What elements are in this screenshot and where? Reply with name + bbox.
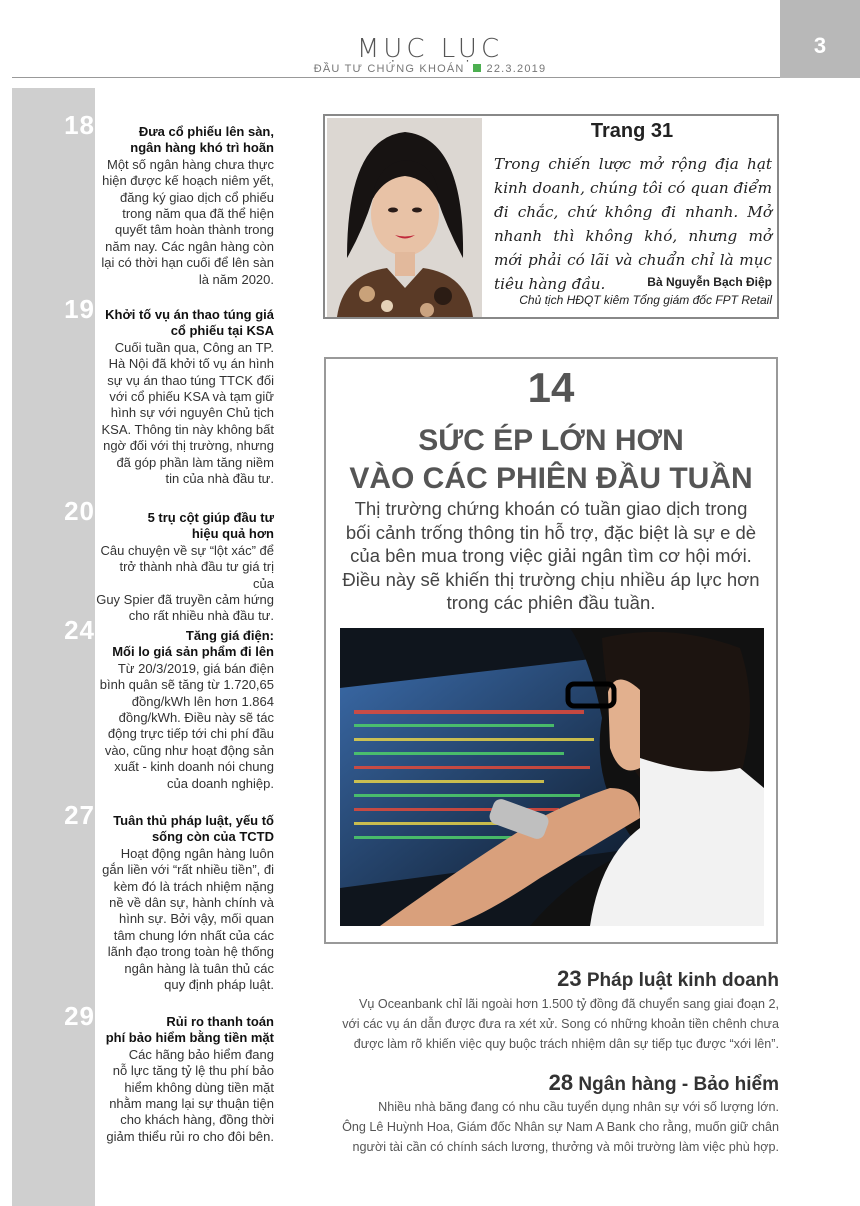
- toc-entry-title: Tuân thủ pháp luật, yếu tố sống còn của TCTD: [113, 813, 274, 845]
- toc-entry[interactable]: [96, 124, 274, 288]
- pull-quote-text: Trong chiến lược mở rộng địa hạt kinh doanh, chúng tôi có quan điểm đi chắc, chứ không đi nhanh. Mở nhanh thì không khó, nhưng mở mới phải có lãi và chuẩn chỉ là mục tiêu hàng đầu.: [494, 155, 772, 293]
- quote-page-reference: Trang 31: [590, 120, 674, 142]
- toc-page-number: 19: [64, 294, 95, 324]
- quote-author-role: Chủ tịch HĐQT kiêm Tổng giám đốc FPT Retail: [519, 293, 772, 307]
- toc-entry[interactable]: [96, 813, 274, 993]
- section-heading[interactable]: 23 Pháp luật kinh doanh: [557, 966, 779, 991]
- toc-entry-title: Rủi ro thanh toán phí bảo hiểm bằng tiền mặt: [105, 1014, 274, 1046]
- toc-entry-title: 5 trụ cột giúp đầu tư hiệu quả hơn: [147, 510, 274, 542]
- toc-entry-summary: Từ 20/3/2019, giá bán điện bình quân sẽ tăng từ 1.720,65 đồng/kWh lên hơn 1.864 đồng/kWh. Điều này sẽ tác động trực tiếp tới chi phí đầu vào, cũng như hoạt động sản xuất - kinh doanh nói chung của doanh nghiệp.: [99, 660, 274, 791]
- portrait-photo: [327, 118, 482, 317]
- publication-name: ĐẦU TƯ CHỨNG KHOÁN: [313, 63, 465, 75]
- toc-page-number: 27: [64, 800, 95, 830]
- quote-author: Bà Nguyễn Bạch Điệp: [647, 275, 772, 289]
- toc-entry-title: Tăng giá điện: Mối lo giá sản phẩm đi lên: [112, 628, 274, 660]
- green-square-icon: [473, 64, 481, 72]
- toc-entry-summary: Hoạt động ngân hàng luôn gắn liền với “rất nhiều tiền”, đi kèm đó là trách nhiệm nặng nề về dân sự, hành chính và hình sự. Bởi vậy, mối quan tâm chung lớn nhất của các lãnh đạo trong toàn hệ thống ngân hàng là tuân thủ các quy định pháp luật.: [102, 845, 274, 993]
- page-number-tab: 3: [780, 0, 860, 78]
- toc-entry[interactable]: [96, 510, 274, 625]
- issue-date: 22.3.2019: [486, 63, 547, 75]
- toc-entry-summary: Các hãng bảo hiểm đang nỗ lực tăng tỷ lệ thu phí bảo hiểm không dùng tiền mặt nhằm mang lại sự thuận tiện cho khách hàng, đồng thời giảm thiểu rủi ro cho đôi bên.: [106, 1046, 274, 1144]
- investor-watching-screen-photo: [340, 628, 764, 926]
- masthead-line: [0, 63, 860, 75]
- toc-entry-summary: Một số ngân hàng chưa thực hiện được kế hoạch niêm yết, đăng ký giao dịch cổ phiếu trong năm qua đã thể hiện quyết tâm hoàn thành trong năm nay. Các ngân hàng còn lại có thời hạn cuối để lên sàn là năm 2020.: [101, 156, 274, 287]
- toc-entry-title: Khởi tố vụ án thao túng giá cổ phiếu tại KSA: [105, 307, 274, 339]
- toc-page-number: 24: [64, 615, 95, 645]
- toc-page-number: 20: [64, 496, 95, 526]
- toc-entry[interactable]: [96, 307, 274, 487]
- feature-headline[interactable]: SỨC ÉP LỚN HƠN VÀO CÁC PHIÊN ĐẦU TUẦN: [349, 424, 753, 495]
- header-divider: [12, 77, 780, 78]
- page-title: MỤC LỤC: [356, 34, 504, 64]
- section-heading[interactable]: 28 Ngân hàng - Bảo hiểm: [548, 1070, 779, 1095]
- toc-entry-summary: Câu chuyện về sự “lột xác” để trở thành nhà đầu tư giá trị của Guy Spier đã truyền cảm hứng cho rất nhiều nhà đầu tư.: [96, 542, 274, 624]
- toc-entry-title: Đưa cổ phiếu lên sàn, ngân hàng khó trì hoãn: [130, 124, 274, 156]
- feature-lead-paragraph: Thị trường chứng khoán có tuần giao dịch trong bối cảnh trống thông tin hỗ trợ, đặc biệt là sự e dè của bên mua trong việc giải ngân tìm cơ hội mới. Điều này sẽ khiến thị trường chịu nhiều áp lực hơn trong các phiên đầu tuần.: [342, 498, 760, 613]
- toc-page-number: 18: [64, 110, 95, 140]
- section-summary: Vụ Oceanbank chỉ lãi ngoài hơn 1.500 tỷ đồng đã chuyển sang giai đoạn 2, với các vụ án dẫn được đưa ra xét xử. Song có những khoản tiền chênh chưa được làm rõ khiến việc quy buộc trách nhiệm dân sự tiếp tục được “xới lên”.: [342, 997, 779, 1051]
- feature-page-number: 14: [527, 364, 575, 411]
- toc-page-number: 29: [64, 1001, 95, 1031]
- section-summary: Nhiều nhà băng đang có nhu cầu tuyển dụng nhân sự với số lượng lớn. Ông Lê Huỳnh Hoa, Giám đốc Nhân sự Nam A Bank cho rằng, muốn giữ chân người tài cần có chính sách lương, thưởng và môi trường làm việc phù hợp.: [342, 1100, 779, 1154]
- toc-entry[interactable]: [96, 1014, 274, 1145]
- toc-entry-summary: Cuối tuần qua, Công an TP. Hà Nội đã khởi tố vụ án hình sự vụ án thao túng TTCK đối với cổ phiếu KSA và tạm giữ hình sự với nguyên Chủ tịch KSA. Thông tin này không bất ngờ đối với thị trường, nhưng đã góp phần làm tăng niềm tin của nhà đầu tư.: [101, 339, 274, 487]
- toc-sidebar-strip: [12, 88, 95, 1206]
- toc-entry[interactable]: [96, 628, 274, 792]
